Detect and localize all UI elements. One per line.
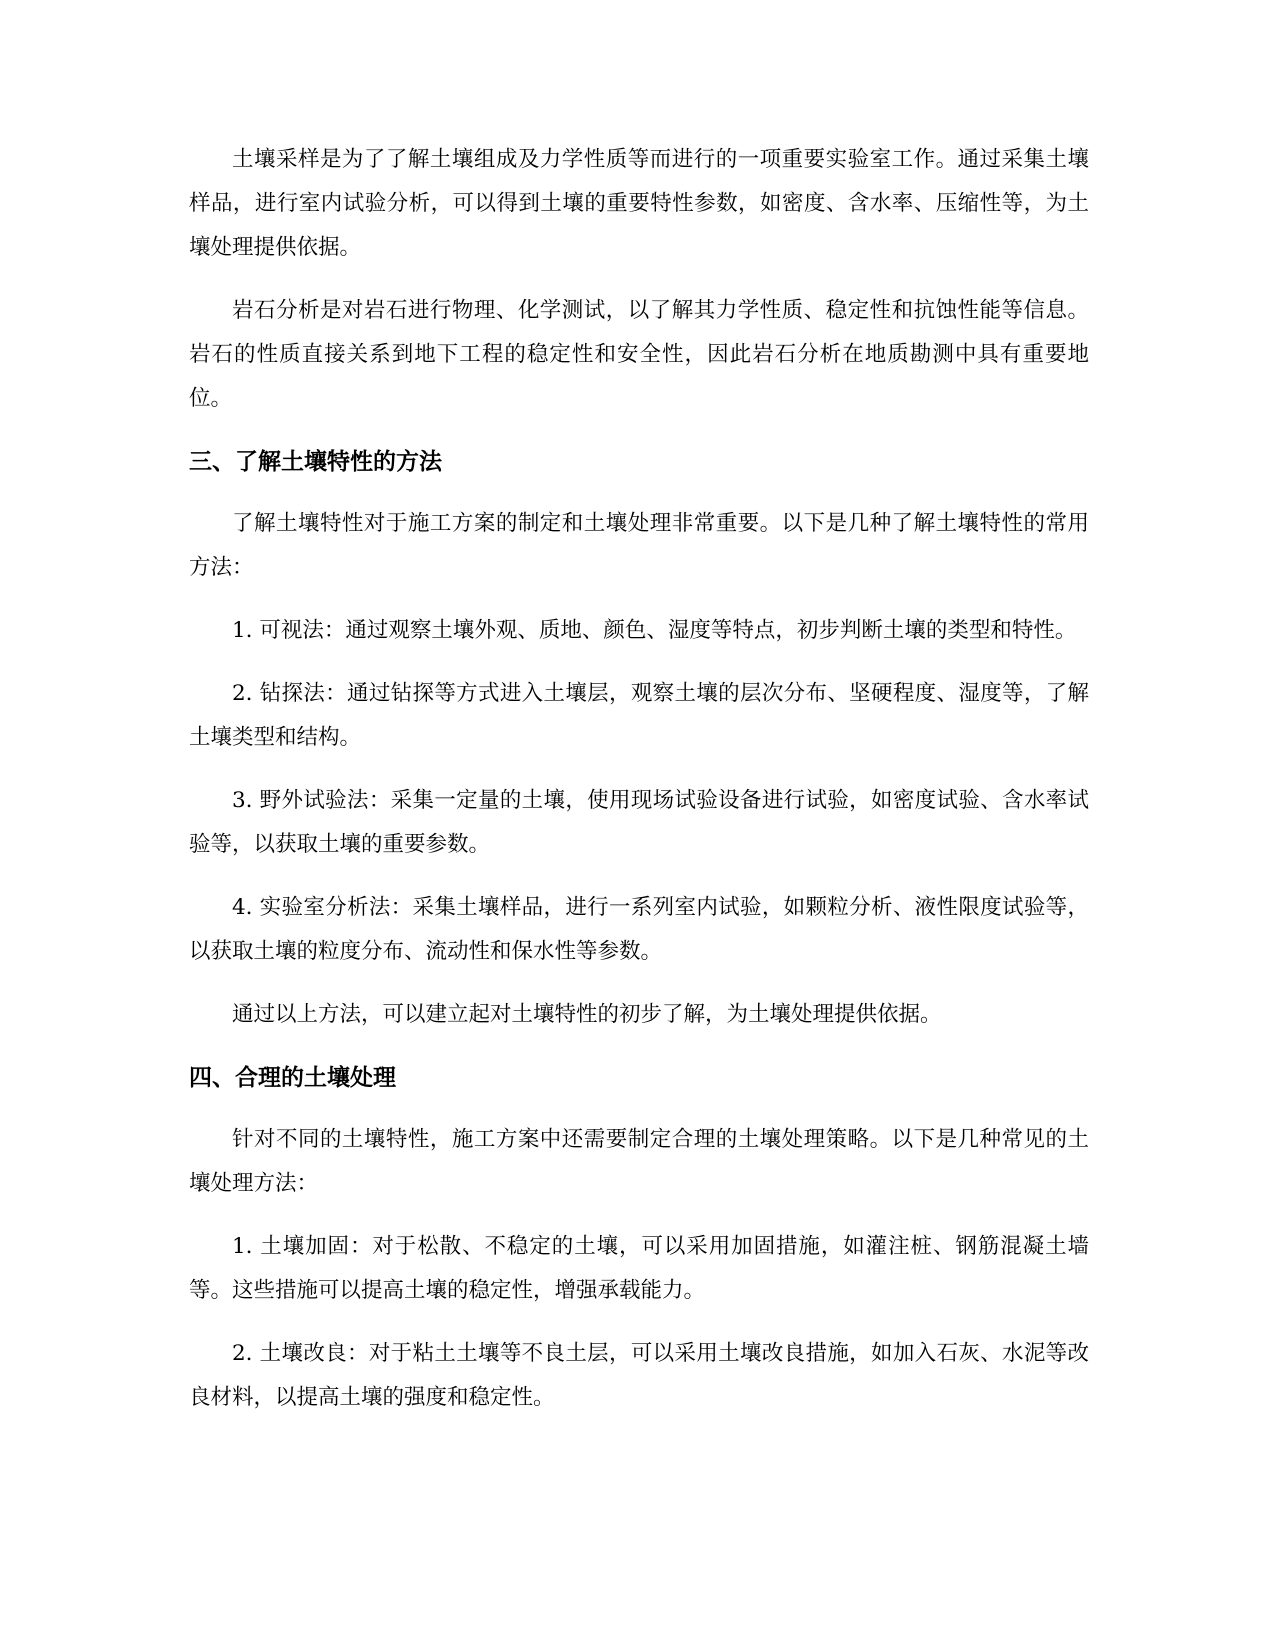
section-heading-soil-methods: 三、了解土壤特性的方法: [189, 449, 442, 475]
section-heading-soil-treatment: 四、合理的土壤处理: [189, 1065, 396, 1091]
list-item-field-test-method: 3. 野外试验法：采集一定量的土壤，使用现场试验设备进行试验，如密度试验、含水率试验等，以获取土壤的重要参数。: [189, 788, 1089, 857]
paragraph-soil-methods-conclusion: 通过以上方法，可以建立起对土壤特性的初步了解，为土壤处理提供依据。: [232, 1002, 942, 1027]
paragraph-soil-sampling: 土壤采样是为了了解土壤组成及力学性质等而进行的一项重要实验室工作。通过采集土壤样品，进行室内试验分析，可以得到土壤的重要特性参数，如密度、含水率、压缩性等，为土壤处理提供依据。: [189, 147, 1089, 260]
paragraph-rock-analysis: 岩石分析是对岩石进行物理、化学测试，以了解其力学性质、稳定性和抗蚀性能等信息。岩石的性质直接关系到地下工程的稳定性和安全性，因此岩石分析在地质勘测中具有重要地位。: [189, 298, 1089, 411]
document-body: [189, 138, 1089, 1439]
list-item-lab-analysis-method: 4. 实验室分析法：采集土壤样品，进行一系列室内试验，如颗粒分析、液性限度试验等，以获取土壤的粒度分布、流动性和保水性等参数。: [189, 895, 1089, 964]
paragraph-soil-methods-intro: 了解土壤特性对于施工方案的制定和土壤处理非常重要。以下是几种了解土壤特性的常用方法：: [189, 511, 1089, 580]
list-item-visual-method: 1. 可视法：通过观察土壤外观、质地、颜色、湿度等特点，初步判断土壤的类型和特性。: [232, 618, 1077, 643]
list-item-soil-reinforcement: 1. 土壤加固：对于松散、不稳定的土壤，可以采用加固措施，如灌注桩、钢筋混凝土墙等。这些措施可以提高土壤的稳定性，增强承载能力。: [189, 1234, 1089, 1303]
paragraph-soil-treatment-intro: 针对不同的土壤特性，施工方案中还需要制定合理的土壤处理策略。以下是几种常见的土壤处理方法：: [189, 1127, 1089, 1196]
list-item-soil-improvement: 2. 土壤改良：对于粘土土壤等不良土层，可以采用土壤改良措施，如加入石灰、水泥等改良材料，以提高土壤的强度和稳定性。: [189, 1341, 1089, 1410]
list-item-drilling-method: 2. 钻探法：通过钻探等方式进入土壤层，观察土壤的层次分布、坚硬程度、湿度等，了解土壤类型和结构。: [189, 681, 1089, 750]
